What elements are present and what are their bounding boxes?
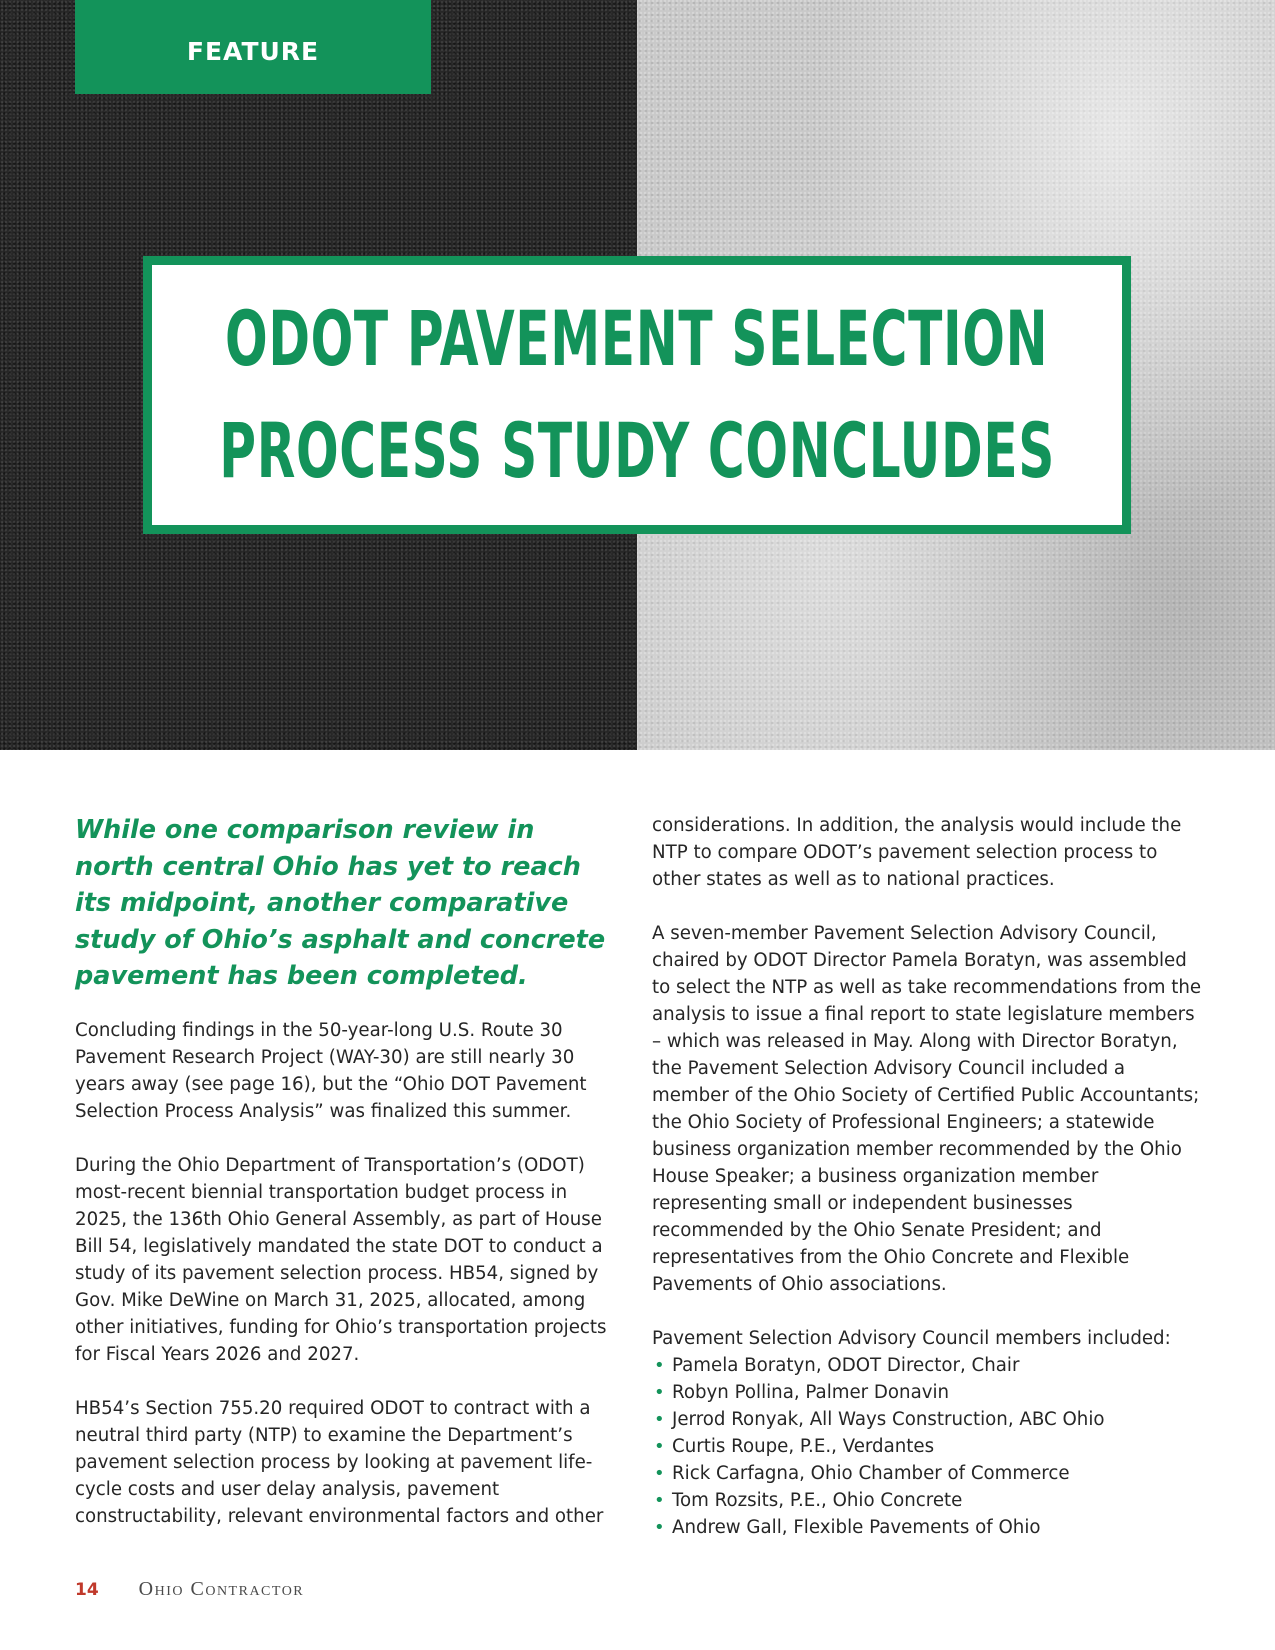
members-intro: Pavement Selection Advisory Council members included: [652, 1328, 1171, 1349]
bullet-icon: • [654, 1517, 665, 1538]
list-item: • Andrew Gall, Flexible Pavements of Ohio [652, 1514, 1207, 1541]
list-item: • Robyn Pollina, Palmer Donavin [652, 1379, 1207, 1406]
list-item: • Curtis Roupe, P.E., Verdantes [652, 1433, 1207, 1460]
section-tag: FEATURE [75, 0, 431, 94]
bullet-icon: • [654, 1355, 665, 1376]
headline-line-2: PROCESS STUDY CONCLUDES [219, 406, 1055, 495]
article-column-left [75, 812, 620, 1557]
list-item: • Jerrod Ronyak, All Ways Construction, ABC Ohio [652, 1406, 1207, 1433]
article-paragraph: HB54’s Section 755.20 required ODOT to contract with a neutral third party (NTP) to examine the Department’s pavement selection process by looking at pavement life-cycle costs and user delay analysis, pavement constructability, relevant environmental factors and other [75, 1397, 604, 1527]
article-lede: While one comparison review in north central Ohio has yet to reach its midpoint, another comparative study of Ohio’s asphalt and concrete pavement has been completed. [75, 815, 606, 991]
article-paragraph: During the Ohio Department of Transportation’s (ODOT) most-recent biennial transportation budget process in 2025, the 136th Ohio General Assembly, as part of House Bill 54, legislatively mandated the state DOT to conduct a study of its pavement selection process. HB54, signed by Gov. Mike DeWine on March 31, 2025, allocated, among other initiatives, funding for Ohio’s transportation projects for Fiscal Years 2026 and 2027. [75, 1154, 607, 1365]
page-footer [75, 1578, 304, 1601]
article-paragraph: Concluding findings in the 50-year-long U.S. Route 30 Pavement Research Project (WAY-30) are still nearly 30 years away (see page 16), but the “Ohio DOT Pavement Selection Process Analysis” was finalized this summer. [75, 1019, 587, 1122]
article-column-right [652, 812, 1207, 1541]
headline-line-1: ODOT PAVEMENT SELECTION [225, 294, 1049, 383]
bullet-icon: • [654, 1382, 665, 1403]
headline-box [143, 256, 1131, 534]
bullet-icon: • [654, 1490, 665, 1511]
bullet-icon: • [654, 1436, 665, 1457]
list-item: • Tom Rozsits, P.E., Ohio Concrete [652, 1487, 1207, 1514]
list-item: • Pamela Boratyn, ODOT Director, Chair [652, 1352, 1207, 1379]
bullet-icon: • [654, 1463, 665, 1484]
magazine-name: Ohio Contractor [138, 1578, 305, 1600]
list-item: • Rick Carfagna, Ohio Chamber of Commerce [652, 1460, 1207, 1487]
article-paragraph: considerations. In addition, the analysis would include the NTP to compare ODOT’s pavement selection process to other states as well as to national practices. [652, 815, 1182, 890]
hero-image [0, 0, 1275, 750]
members-list [652, 1352, 1207, 1541]
article-paragraph: A seven-member Pavement Selection Advisory Council, chaired by ODOT Director Pamela Boratyn, was assembled to select the NTP as well as take recommendations from the analysis to issue a final report to state legislature members – which was released in May. Along with Director Boratyn, the Pavement Selection Advisory Council included a member of the Ohio Society of Certified Public Accountants; the Ohio Society of Professional Engineers; a statewide business organization member recommended by the Ohio House Speaker; a business organization member representing small or independent businesses recommended by the Ohio Senate President; and representatives from the Ohio Concrete and Flexible Pavements of Ohio associations. [652, 923, 1202, 1295]
page-number: 14 [75, 1580, 99, 1600]
bullet-icon: • [654, 1409, 665, 1430]
